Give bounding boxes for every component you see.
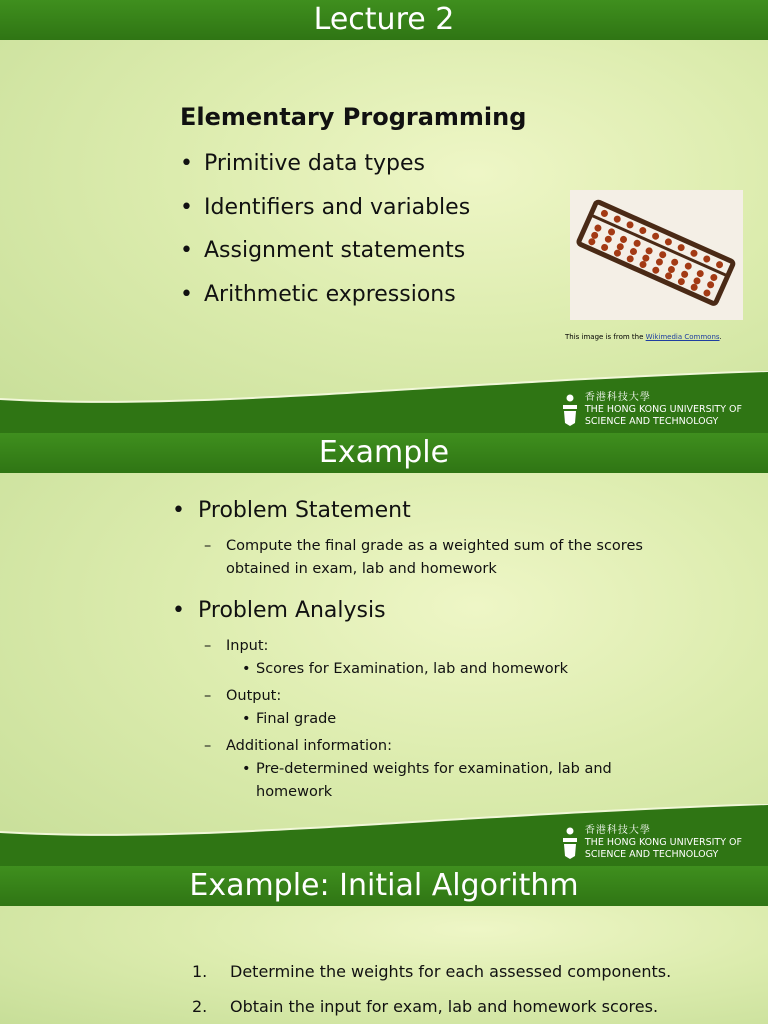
list-item: – Input: — [194, 635, 674, 658]
list-item: • Assignment statements — [180, 233, 470, 277]
logo-line-2: SCIENCE AND TECHNOLOGY — [584, 416, 719, 427]
slide-title: Example — [0, 433, 768, 473]
credit-text: This image is from the — [565, 333, 646, 341]
step-number: 2. — [192, 997, 208, 1016]
list-item: • Primitive data types — [180, 146, 470, 190]
slide-example — [0, 433, 768, 866]
logo-line-2: SCIENCE AND TECHNOLOGY — [584, 849, 719, 860]
wikimedia-commons-link[interactable]: Wikimedia Commons — [645, 333, 720, 341]
logo-line-1: THE HONG KONG UNIVERSITY OF — [584, 404, 742, 415]
list-item: • Identifiers and variables — [180, 190, 470, 234]
list-item: – Compute the final grade as a weighted sum of the scores obtained in exam, lab and homework — [194, 535, 674, 581]
hkust-logo — [561, 392, 742, 428]
logo-line-1: THE HONG KONG UNIVERSITY OF — [584, 837, 742, 848]
list-item: • Final grade — [184, 708, 674, 731]
section-heading: Elementary Programming — [180, 103, 527, 131]
hkust-emblem-icon — [561, 393, 579, 427]
list-item — [192, 958, 671, 993]
list-item: • Problem Analysis — [172, 595, 674, 635]
slide-initial-algorithm — [0, 866, 768, 1024]
slide-body — [172, 495, 674, 808]
hkust-emblem-icon — [561, 826, 579, 860]
slide-lecture-2 — [0, 0, 768, 433]
step-text: Obtain the input for exam, lab and homework scores. — [230, 997, 659, 1016]
slide-title: Example: Initial Algorithm — [0, 866, 768, 906]
list-item: • Scores for Examination, lab and homework — [184, 658, 674, 681]
list-item: – Output: — [194, 685, 674, 708]
algorithm-steps — [192, 958, 671, 1024]
credit-suffix: . — [719, 333, 722, 341]
abacus-image — [570, 190, 743, 320]
slide-title: Lecture 2 — [0, 0, 768, 40]
list-item: • Problem Statement — [172, 495, 674, 535]
logo-chinese-name: 香港科技大學 — [584, 825, 651, 836]
step-text: Determine the weights for each assessed components. — [230, 962, 672, 981]
list-item: • Pre-determined weights for examination, lab and homework — [184, 758, 664, 804]
hkust-logo — [561, 825, 742, 861]
image-credit — [565, 333, 722, 341]
list-item — [192, 993, 671, 1024]
topic-list — [180, 146, 470, 320]
logo-chinese-name: 香港科技大學 — [584, 392, 651, 403]
list-item: • Arithmetic expressions — [180, 277, 470, 321]
list-item: – Additional information: — [194, 735, 674, 758]
step-number: 1. — [192, 962, 208, 981]
